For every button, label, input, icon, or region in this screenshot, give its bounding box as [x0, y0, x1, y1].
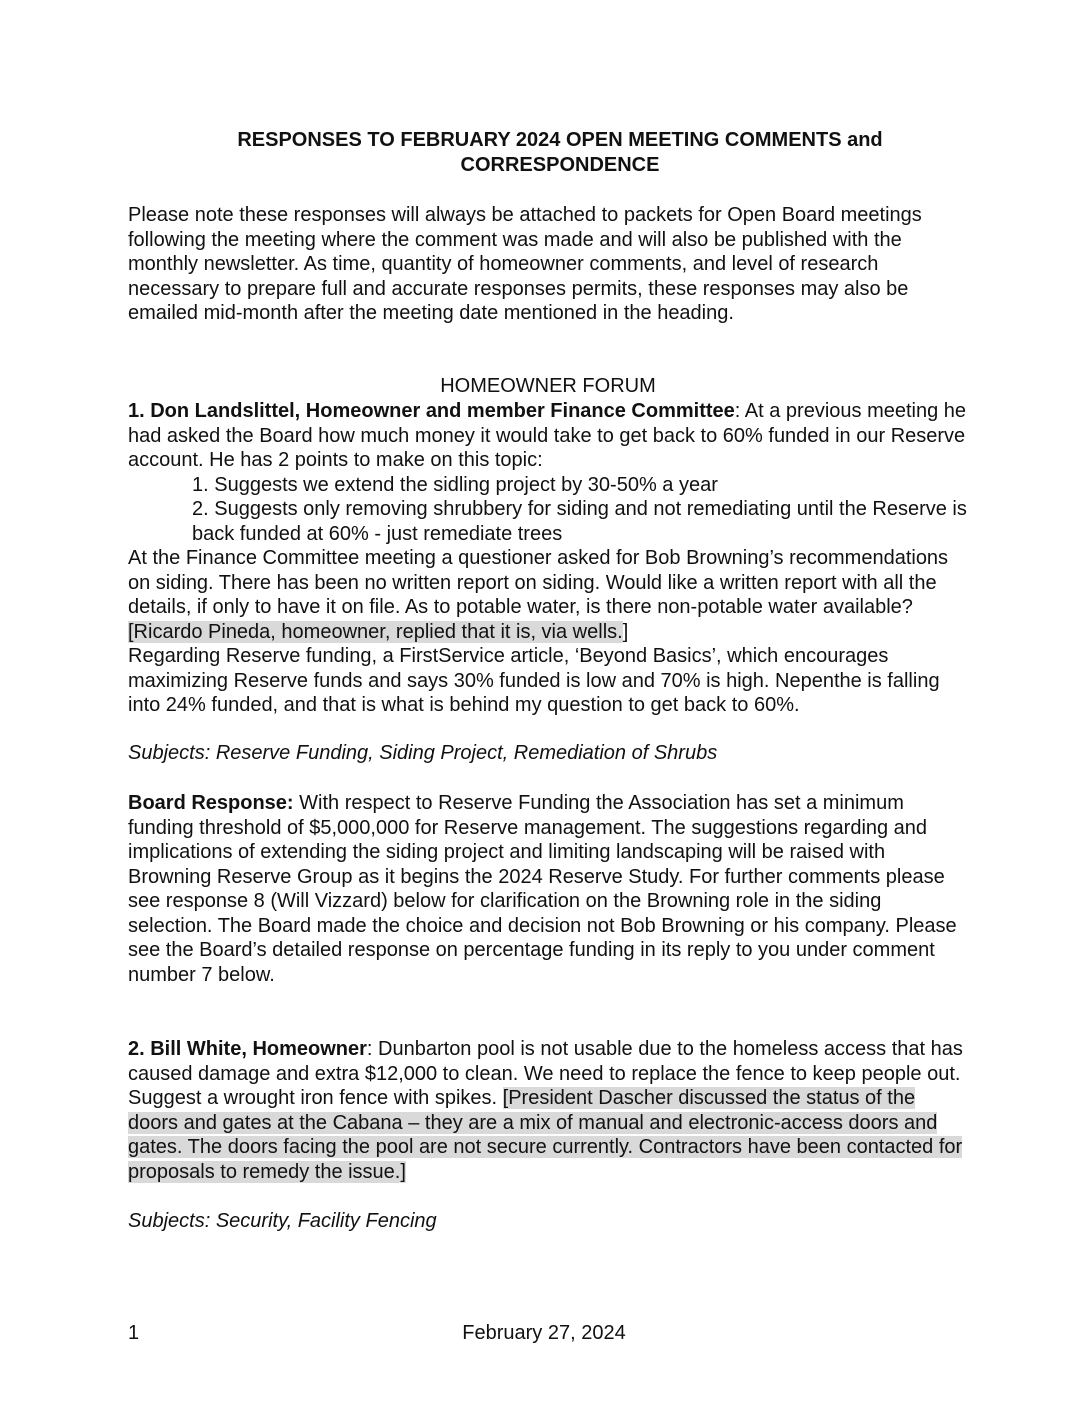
comment-2-text: : Dunbarton pool is not usable due to the homeless access that has caused damage and extra $12,000 to clean. We need to replace the fence to keep people out. Suggest a wrought iron fence with spikes.	[128, 1038, 963, 1109]
comment-1-point-1: 1. Suggests we extend the sidling project by 30-50% a year	[192, 473, 718, 496]
comment-1-body	[128, 399, 968, 473]
board-response-1	[128, 791, 968, 987]
page-title	[130, 128, 990, 178]
comment-1-highlight: [Ricardo Pineda, homeowner, replied that it is, via wells.	[128, 620, 623, 643]
comment-1-text-2: At the Finance Committee meeting a questioner asked for Bob Browning’s recommendations on siding. There has been no written report on siding. Would like a written report with all the details, if only to have it on file. As to potable water, is there non-potable water available?	[128, 547, 949, 618]
comment-2	[128, 1037, 968, 1184]
comment-2-subjects: Subjects: Security, Facility Fencing	[128, 1210, 437, 1232]
comment-1-subjects: Subjects: Reserve Funding, Siding Project, Remediation of Shrubs	[128, 742, 718, 764]
page-number: 1	[128, 1322, 140, 1344]
comment-1	[128, 399, 968, 718]
comment-1-text-3: Regarding Reserve funding, a FirstService article, ‘Beyond Basics’, which encourages maximizing Reserve funds and says 30% funded is low and 70% is high. Nepenthe is falling into 24% funded, and that is what is behind my question to get back to 60%.	[128, 645, 940, 716]
comment-2-highlight: [President Dascher discussed the status of the doors and gates at the Cabana – they are a mix of manual and electronic-access doors and gates. The doors facing the pool are not secure currently. Contractors have been contacted for proposals to remedy the issue.]	[128, 1087, 963, 1183]
footer-date: February 27, 2024	[462, 1322, 626, 1344]
comment-2-author: 2. Bill White, Homeowner	[128, 1038, 367, 1060]
comment-1-text: : At a previous meeting he had asked the Board how much money it would take to get back to 60% funded in our Reserve account. He has 2 points to make on this topic:	[128, 400, 967, 471]
intro-paragraph: Please note these responses will always be attached to packets for Open Board meetings following the meeting where the comment was made and will also be published with the monthly newsletter. As time, quantity of homeowner comments, and level of research necessary to prepare full and accurate responses permits, these responses may also be emailed mid-month after the meeting date mentioned in the heading.	[128, 204, 922, 324]
board-response-text: With respect to Reserve Funding the Association has set a minimum funding threshold of $5,000,000 for Reserve management. The suggestions regarding and implications of extending the siding project and limiting landscaping will be raised with Browning Reserve Group as it begins the 2024 Reserve Study. For further comments please see response 8 (Will Vizzard) below for clarification on the Browning role in the siding selection. The Board made the choice and decision not Bob Browning or his company. Please see the Board’s detailed response on percentage funding in its reply to you under comment number 7 below.	[128, 792, 957, 986]
comment-1-highlight-end: ]	[622, 620, 629, 643]
section-heading: HOMEOWNER FORUM	[440, 375, 656, 397]
comment-1-author: 1. Don Landslittel, Homeowner and member Finance Committee	[128, 400, 735, 422]
title-line-2: CORRESPONDENCE	[460, 154, 660, 176]
comment-1-point-2: 2. Suggests only removing shrubbery for siding and not remediating until the Reserve is back funded at 60% - just remediate trees	[192, 498, 967, 545]
comment-1-followup	[128, 546, 968, 644]
board-response-label: Board Response:	[128, 792, 294, 814]
title-line-1: RESPONSES TO FEBRUARY 2024 OPEN MEETING COMMENTS and	[237, 129, 883, 151]
